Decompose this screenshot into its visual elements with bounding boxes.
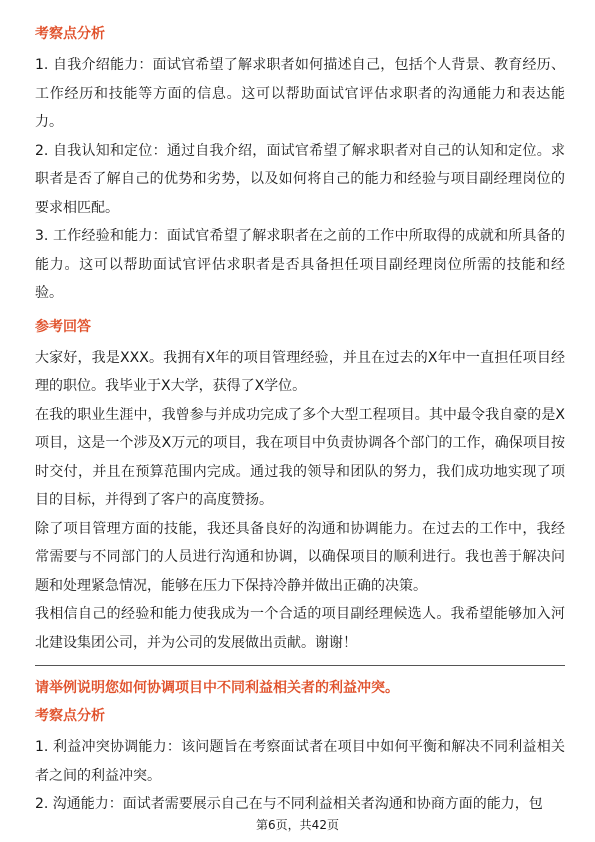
question-title: 请举例说明您如何协调项目中不同利益相关者的利益冲突。: [35, 680, 399, 696]
answer-paragraph: 大家好，我是XXX。我拥有X年的项目管理经验，并且在过去的X年中一直担任项目经理的职位。我毕业于X大学，获得了X学位。: [35, 349, 565, 394]
answer-heading: 参考回答: [35, 318, 91, 335]
answer-paragraph: 在我的职业生涯中，我曾参与并成功完成了多个大型工程项目。其中最令我自豪的是X项目，这是一个涉及X万元的项目，我在项目中负责协调各个部门的工作，确保项目按时交付，并且在预算范围内完成。通过我的领导和团队的努力，我们成功地实现了项目的目标，并得到了客户的高度赞扬。: [35, 406, 565, 508]
answer-paragraph: 我相信自己的经验和能力使我成为一个合适的项目副经理候选人。我希望能够加入河北建设集团公司，并为公司的发展做出贡献。谢谢！: [35, 606, 565, 651]
analysis-point: 2. 沟通能力：面试者需要展示自己在与不同利益相关者沟通和协商方面的能力，包: [35, 796, 543, 812]
analysis-point: 2. 自我认知和定位：通过自我介绍，面试官希望了解求职者对自己的认知和定位。求职者是否了解自己的优势和劣势，以及如何将自己的能力和经验与项目副经理岗位的要求相匹配。: [35, 142, 565, 216]
analysis-heading: 考察点分析: [35, 26, 105, 42]
answer-paragraph: 除了项目管理方面的技能，我还具备良好的沟通和协调能力。在过去的工作中，我经常需要与不同部门的人员进行沟通和协调，以确保项目的顺利进行。我也善于解决问题和处理紧急情况，能够在压力下保持冷静并做出正确的决策。: [35, 520, 565, 594]
analysis-point: 1. 自我介绍能力：面试官希望了解求职者如何描述自己，包括个人背景、教育经历、工作经历和技能等方面的信息。这可以帮助面试官评估求职者的沟通能力和表达能力。: [35, 57, 565, 130]
analysis-point: 3. 工作经验和能力：面试官希望了解求职者在之前的工作中所取得的成就和所具备的能力。这可以帮助面试官评估求职者是否具备担任项目副经理岗位所需的技能和经验。: [35, 228, 565, 301]
page-content: [35, 22, 565, 819]
page-number: 第6页，共42页: [256, 818, 339, 832]
analysis-heading: 考察点分析: [35, 708, 105, 724]
section-divider: [35, 665, 565, 666]
analysis-point: 1. 利益冲突协调能力：该问题旨在考察面试者在项目中如何平衡和解决不同利益相关者之间的利益冲突。: [35, 739, 565, 784]
